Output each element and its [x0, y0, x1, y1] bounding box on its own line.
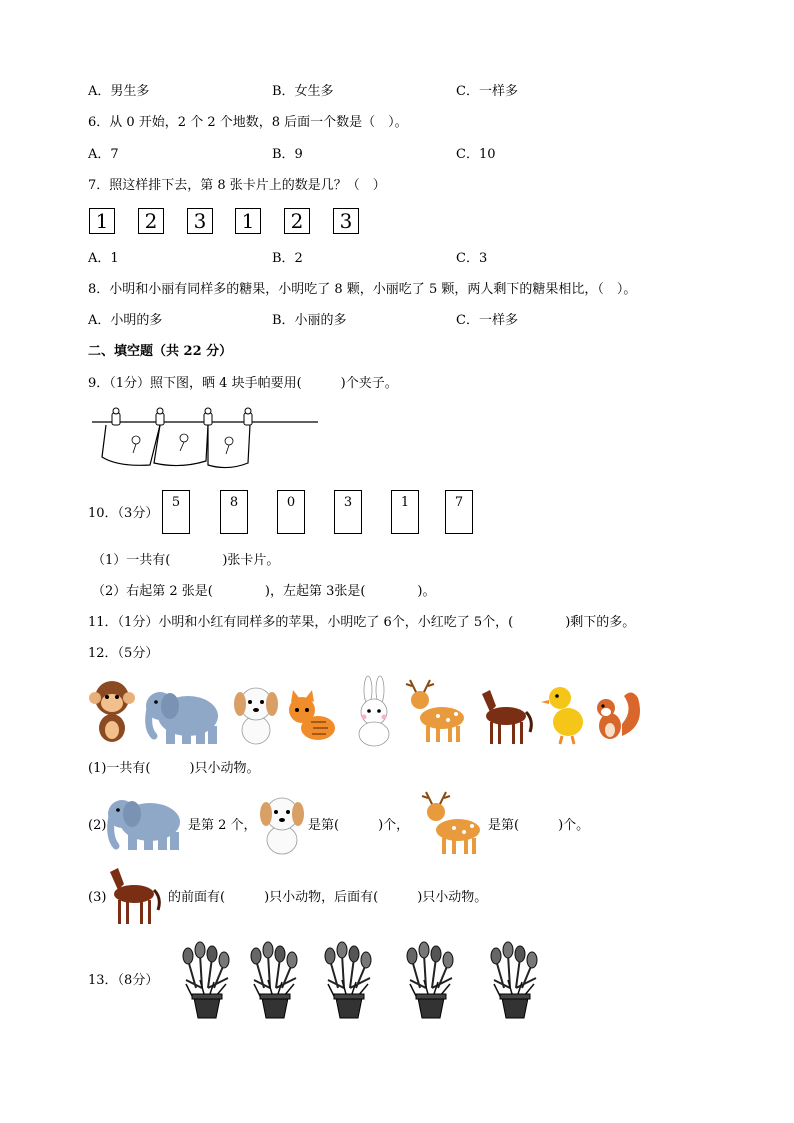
- q10-card: 0: [277, 490, 305, 534]
- flower-pot-icon: [491, 942, 537, 1018]
- flower-pot-icon: [325, 942, 371, 1018]
- q8-option-a: A．小明的多: [88, 313, 163, 328]
- q7-card: 3: [333, 208, 359, 234]
- flower-pot-icon: [251, 942, 297, 1018]
- q5-option-a: A．男生多: [88, 84, 150, 99]
- flower-pot-icon: [183, 942, 229, 1018]
- q10-label: 10．（3分）: [88, 506, 159, 521]
- rabbit-icon: [359, 676, 389, 746]
- q12-sub2-part1: 是第 2 个，: [188, 818, 257, 833]
- squirrel-icon: [597, 692, 640, 739]
- handkerchief-diagram: [88, 405, 324, 473]
- q7-card: 2: [284, 208, 310, 234]
- q7-stem: 7．照这样排下去，第 8 张卡片上的数是几？（ ）: [88, 178, 386, 193]
- q5-option-c: C．一样多: [456, 84, 518, 99]
- q6-option-c: C．10: [456, 147, 496, 162]
- q10-sub1: （1）一共有( )张卡片。: [92, 553, 280, 568]
- deer-icon: [406, 680, 464, 742]
- q10-sub2: （2）右起第 2 张是( )，左起第 3张是( )。: [92, 584, 436, 599]
- flower-pot-row: [180, 940, 550, 1020]
- q10-card: 5: [162, 490, 190, 534]
- q12-sub2-part3: 是第( )个。: [488, 818, 590, 833]
- animal-row: [86, 676, 646, 748]
- q12-sub3-text: 的前面有( )只小动物，后面有( )只小动物。: [168, 890, 488, 905]
- deer-icon: [418, 790, 486, 858]
- q11-stem: 11．（1分）小明和小红有同样多的苹果，小明吃了 6个，小红吃了 5个，( )剩下的多。: [88, 615, 636, 630]
- q10-card: 3: [334, 490, 362, 534]
- q12-sub2-part2: 是第( )个，: [308, 818, 410, 833]
- q6-option-a: A．7: [88, 147, 119, 162]
- q7-card: 1: [235, 208, 261, 234]
- q10-card: 1: [391, 490, 419, 534]
- q7-option-c: C．3: [456, 251, 488, 266]
- q12-label: 12．（5分）: [88, 646, 159, 661]
- q8-option-b: B．小丽的多: [272, 313, 347, 328]
- q9-stem: 9．（1分）照下图，晒 4 块手帕要用( )个夹子。: [88, 376, 398, 391]
- q12-sub1: (1)一共有( )只小动物。: [88, 761, 260, 776]
- q6-option-b: B．9: [272, 147, 303, 162]
- q7-option-b: B．2: [272, 251, 303, 266]
- horse-icon: [102, 864, 166, 928]
- duck-icon: [541, 687, 583, 744]
- elephant-icon: [102, 796, 186, 854]
- q7-card: 1: [89, 208, 115, 234]
- q10-card: 8: [220, 490, 248, 534]
- q6-stem: 6．从 0 开始，2 个 2 个地数，8 后面一个数是（ ）。: [88, 115, 408, 130]
- q7-card: 3: [187, 208, 213, 234]
- q8-option-c: C．一样多: [456, 313, 518, 328]
- monkey-icon: [89, 681, 135, 742]
- q8-stem: 8．小明和小丽有同样多的糖果，小明吃了 8 颗，小丽吃了 5 颗，两人剩下的糖果相比，（ ）。: [88, 282, 637, 297]
- q7-option-a: A．1: [88, 251, 119, 266]
- q10-card: 7: [445, 490, 473, 534]
- section-heading: 二、填空题（共 22 分）: [88, 344, 233, 359]
- dog-icon: [234, 688, 278, 744]
- q13-label: 13．（8分）: [88, 973, 159, 988]
- q12-sub3-prefix: (3): [88, 890, 107, 905]
- dog-icon: [258, 794, 306, 856]
- q5-option-b: B．女生多: [272, 84, 334, 99]
- q12-sub2-prefix: (2): [88, 818, 107, 833]
- flower-pot-icon: [407, 942, 453, 1018]
- horse-icon: [482, 690, 531, 744]
- elephant-icon: [146, 692, 218, 744]
- cat-icon: [289, 690, 335, 740]
- q7-card: 2: [138, 208, 164, 234]
